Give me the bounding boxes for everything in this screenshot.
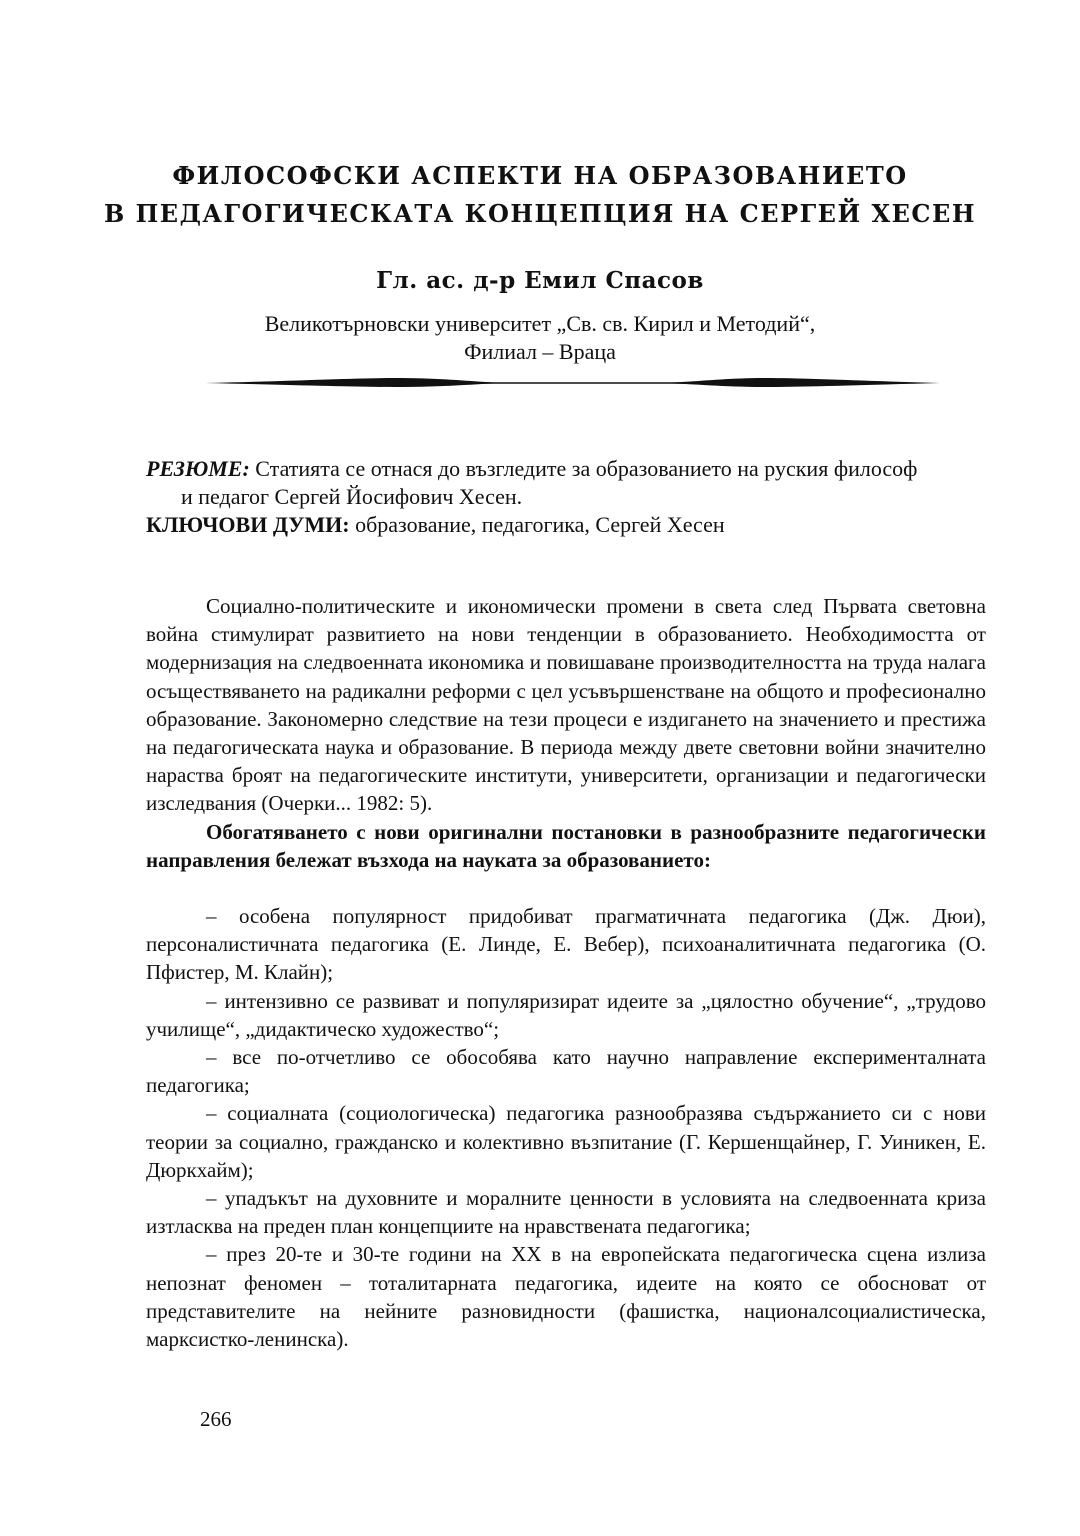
author-name: Гл. ас. д-р Емил Спасов: [376, 267, 704, 294]
abstract-text-2: и педагог Сергей Йосифович Хесен.: [181, 484, 523, 509]
list-item: – все по-отчетливо се обособява като научно направление експерименталната педагогика;: [146, 1045, 986, 1098]
abstract: [146, 455, 996, 511]
list-item: – през 20-те и 30-те години на XX в на европейската педагогическа сцена излиза непознат феномен – тоталитарната педагогика, идеите на която се обосноват от представителите на нейните разновидности (фашистка, националсоциалистическа, марксистко-ленинска).: [146, 1242, 986, 1352]
list-item: – упадъкът на духовните и моралните ценности в условията на следвоенната криза изтласква на преден план концепциите на нравствената педагогика;: [146, 1186, 986, 1239]
list-item: – социалната (социологическа) педагогика разнообразява съдържанието си с нови теории за социално, гражданско и колективно възпитание (Г. Кершенщайнер, Г. Уиникен, Е. Дюркхайм);: [146, 1101, 986, 1182]
list-item: – интензивно се развиват и популяризират идеите за „цялостно обучение“, „трудово училище“, „дидактическо художество“;: [146, 988, 986, 1041]
abstract-label: РЕЗЮМЕ:: [146, 456, 250, 481]
title-line-1: ФИЛОСОФСКИ АСПЕКТИ НА ОБРАЗОВАНИЕТО: [172, 161, 908, 190]
article-body: [146, 592, 986, 1353]
affiliation-line-1: Великотърновски университет „Св. св. Кирил и Методий“,: [264, 311, 816, 336]
page-number: 266: [200, 1407, 232, 1431]
paragraph-2: Обогатяването с нови оригинални постановки в разнообразните педагогически направления бележат възхода на науката за образованието:: [146, 819, 986, 872]
paragraph-1: Социално-политическите и икономически промени в света след Първата световна война стимулират развитието на нови тенденции в образованието. Необходимостта от модернизация на следвоенната икономика и повишаване производителността на труда налага осъществяването на радикални реформи с цел усъвършенстване на общото и професионално образование. Закономерно следствие на тези процеси е издигането на значението и престижа на педагогическата наука и образование. В периода между двете световни войни значително нараства броят на педагогическите институти, университети, организации и педагогически изследвания (Очерки... 1982: 5).: [146, 594, 986, 816]
keywords: [146, 511, 996, 539]
list-item: – особена популярност придобиват прагматичната педагогика (Дж. Дюи), персоналистичната педагогика (Е. Линде, Е. Вебер), психоаналитичната педагогика (О. Пфистер, М. Клайн);: [146, 904, 986, 985]
title-line-2: В ПЕДАГОГИЧЕСКАТА КОНЦЕПЦИЯ НА СЕРГЕЙ ХЕСЕН: [103, 199, 976, 228]
keywords-text: образование, педагогика, Сергей Хесен: [349, 512, 725, 537]
affiliation-line-2: Филиал – Враца: [464, 339, 616, 364]
keywords-label: КЛЮЧОВИ ДУМИ:: [146, 512, 350, 537]
affiliation: [160, 310, 920, 366]
abstract-text-1: Статията се отнася до възгледите за образованието на руския философ: [249, 456, 918, 481]
abstract-line-1: [146, 455, 996, 483]
ornamental-divider: [205, 374, 940, 392]
article-title: [100, 157, 980, 233]
